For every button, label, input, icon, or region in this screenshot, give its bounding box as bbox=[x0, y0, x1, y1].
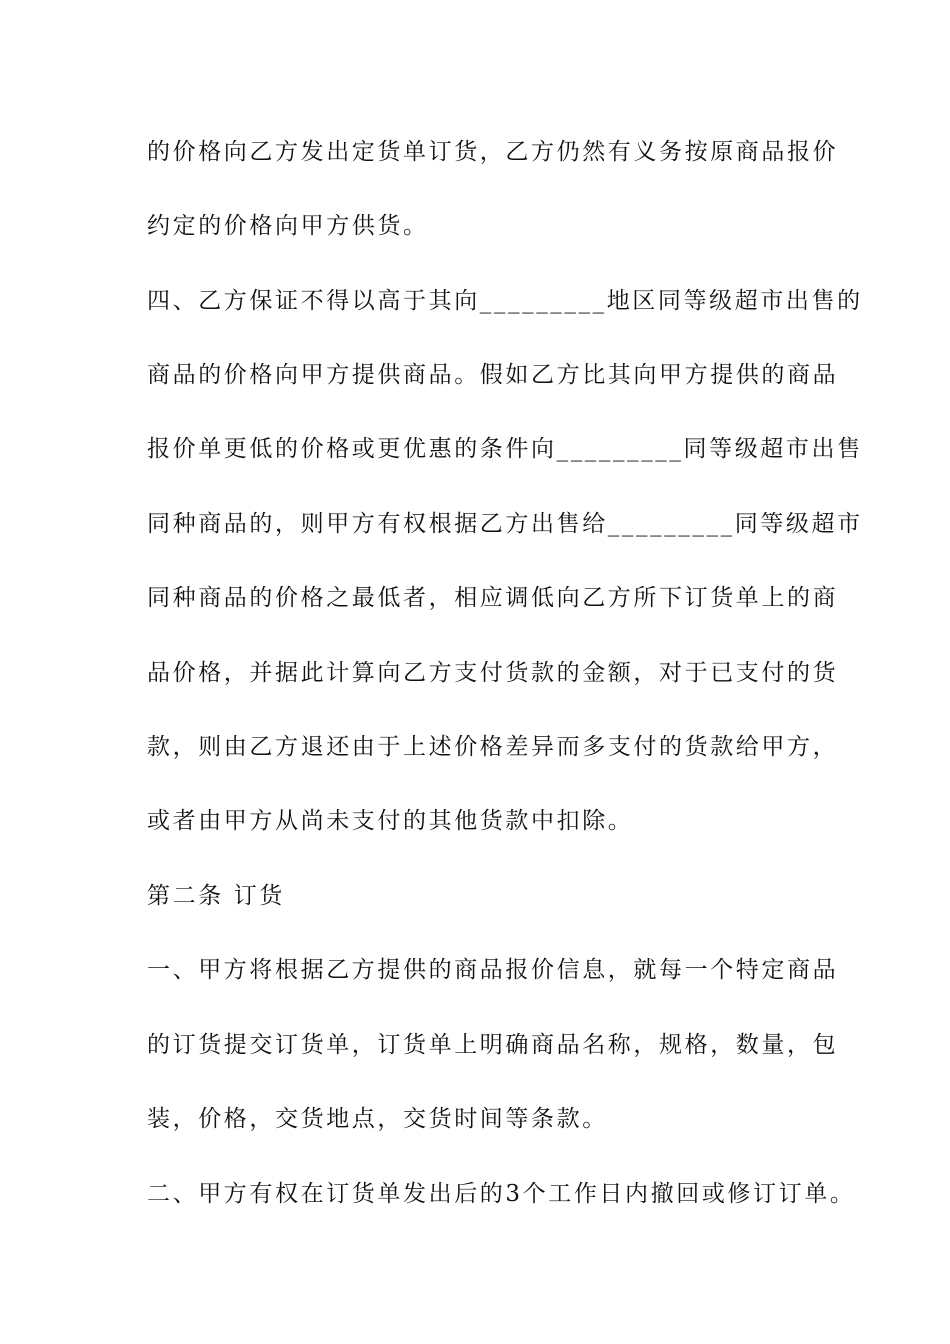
paragraph-line: 装，价格，交货地点，交货时间等条款。 bbox=[147, 1106, 608, 1132]
paragraph-line: 同种商品的价格之最低者，相应调低向乙方所下订货单上的商 bbox=[147, 585, 839, 611]
paragraph-line: 品价格，并据此计算向乙方支付货款的金额，对于已支付的货 bbox=[147, 660, 839, 686]
paragraph-line: 的订货提交订货单，订货单上明确商品名称，规格，数量，包 bbox=[147, 1032, 839, 1058]
paragraph-line: 报价单更低的价格或更优惠的条件向_________同等级超市出售 bbox=[147, 436, 863, 462]
paragraph-line: 或者由甲方从尚未支付的其他货款中扣除。 bbox=[147, 808, 634, 834]
paragraph-line: 商品的价格向甲方提供商品。假如乙方比其向甲方提供的商品 bbox=[147, 362, 839, 388]
paragraph-line: 同种商品的，则甲方有权根据乙方出售给_________同等级超市 bbox=[147, 511, 863, 537]
paragraph-line: 的价格向乙方发出定货单订货，乙方仍然有义务按原商品报价 bbox=[147, 139, 839, 165]
paragraph-line: 四、乙方保证不得以高于其向_________地区同等级超市出售的 bbox=[147, 288, 863, 314]
paragraph-line: 二、甲方有权在订货单发出后的3个工作日内撤回或修订订单。 bbox=[147, 1181, 856, 1207]
paragraph-line: 约定的价格向甲方供货。 bbox=[147, 213, 429, 239]
paragraph-line: 款，则由乙方退还由于上述价格差异而多支付的货款给甲方， bbox=[147, 734, 839, 760]
section-heading: 第二条 订货 bbox=[147, 883, 285, 909]
paragraph-line: 一、甲方将根据乙方提供的商品报价信息，就每一个特定商品 bbox=[147, 957, 839, 983]
